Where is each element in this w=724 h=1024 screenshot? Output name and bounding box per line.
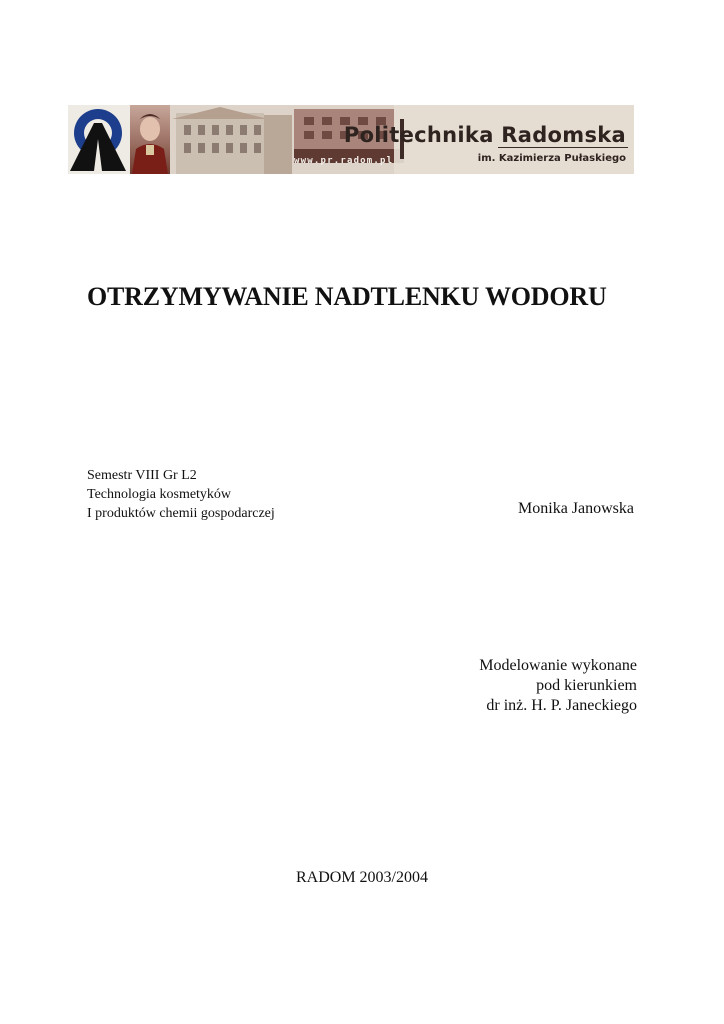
author-name: Monika Janowska [518,500,634,517]
supervision-line-2: pod kierunkiem [536,677,637,694]
course-semester: Semestr VIII Gr L2 [87,468,197,483]
supervisor-name: dr inż. H. P. Janeckiego [486,697,637,714]
document-title: OTRZYMYWANIE NADTLENKU WODORU [87,282,607,311]
course-info [87,466,275,523]
course-subject: Technologia kosmetyków [87,487,232,502]
patron-portrait [130,105,170,174]
university-header-banner [68,105,634,174]
university-subtitle: im. Kazimierza Pułaskiego [477,153,626,164]
place-and-year: RADOM 2003/2004 [295,869,428,886]
university-name: Politechnika Radomska [343,123,626,147]
supervision-line-1: Modelowanie wykonane [479,657,637,674]
university-url: www.pr.radom.pl [294,156,394,166]
university-logo [68,105,130,174]
supervision-info [479,656,637,716]
course-subject-cont: I produktów chemii gospodarczej [87,506,275,521]
